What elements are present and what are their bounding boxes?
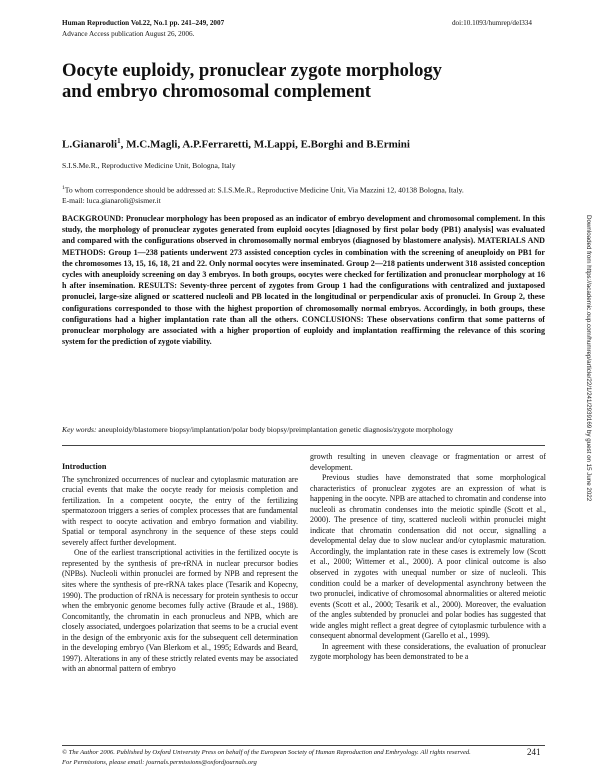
correspondence-address: To whom correspondence should be addressed at: S.I.S.Me.R., Reproductive Medicine Unit, Via Mazzini 12, 40138 Bologna, Italy. (64, 185, 464, 195)
paragraph: growth resulting in uneven cleavage or fragmentation or arrest of development. (310, 452, 546, 472)
title-line-1: Oocyte euploidy, pronuclear zygote morphology (62, 60, 442, 81)
title-line-2: and embryo chromosomal complement (62, 81, 372, 102)
paragraph: One of the earliest transcriptional activities in the fertilized oocyte is represented by the synthesis of pre-rRNA in nuclear precursor bodies (NPBs). Nucleoli within pronuclei are formed by NPB and represent the sites where the synthesis of pre-rRNA takes place (Tesarik and Kopecny, 1990). The production of rRNA is necessary for protein synthesis to occur when the embryonic genome becomes fully active (Braude et al., 1988). Concomitantly, the chromatin in each pronucleus and NPB, which are closely associated, undergoes polarization that seems to be a crucial event in the design of the embryonic axis for the subsequent cell determination in the developing embryo (Van Blerkom et al., 1995; Edwards and Beard, 1997). Alterations in any of these strictly related events may be associated with an abnormal pattern of embryo (62, 548, 298, 674)
keywords-label: Key words: (62, 425, 97, 434)
keywords-list: aneuploidy/blastomere biopsy/implantation/polar body biopsy/preimplantation genetic diagnosis/zygote morphology (96, 425, 454, 434)
download-watermark (583, 215, 595, 635)
doi-link[interactable]: doi:10.1093/humrep/del334 (451, 19, 532, 27)
permissions-notice: For Permissions, please email: journals.permissions@oxfordjournals.org (62, 759, 257, 766)
author-list (62, 137, 410, 151)
affiliation: S.I.S.Me.R., Reproductive Medicine Unit, Bologna, Italy (62, 161, 236, 170)
advance-access-note: Advance Access publication August 26, 2006. (62, 30, 195, 38)
correspondence-email: E-mail: luca.gianaroli@sismer.it (62, 196, 161, 206)
journal-citation: Human Reproduction Vol.22, No.1 pp. 241–249, 2007 (62, 19, 225, 27)
page-number: 241 (527, 747, 541, 757)
download-watermark-text: Downloaded from https://academic.oup.com/humrep/article/22/1/241/2939169 by guest on 15 June 2022 (585, 215, 592, 502)
section-divider (62, 445, 545, 446)
introduction-heading: Introduction (62, 462, 107, 471)
copyright-notice: © The Author 2006. Published by Oxford University Press on behalf of the European Society of Human Reproduction and Embryology. All rights reserved. (62, 749, 471, 756)
keywords (62, 425, 545, 434)
paragraph: In agreement with these considerations, the evaluation of pronuclear zygote morphology has been demonstrated to be a (310, 641, 546, 662)
paragraph: The synchronized occurrences of nuclear and cytoplasmic maturation are crucial events that make the oocyte ready for meiosis completion and fertilization. In a competent oocyte, the entry of the fertilizing spermatozoon triggers a series of complex processes that are fundamental with respect to oocyte activation and embryo formation and viability. Spatial or temporal asynchrony in the sequence of these steps could severely affect further development. (62, 474, 298, 547)
right-column (310, 452, 546, 663)
article-title (62, 60, 532, 102)
correspondence-mark: 1 (62, 185, 65, 191)
left-column (62, 462, 298, 675)
first-author-footnote-mark: 1 (117, 137, 121, 145)
abstract: BACKGROUND: Pronuclear morphology has been proposed as an indicator of embryo development and chromosomal complement. In this study, the morphology of pronuclear zygotes generated from euploid oocytes [diagnosed by first polar body (PB1) analysis] was evaluated and compared with the configurations observed in chromosomally normal embryos (diagnosed by blastomere analysis). MATERIALS AND METHODS: Group 1—238 patients underwent 273 assisted conception cycles in combination with the screening of aneuploidy on PB1 for the chromosomes 13, 15, 16, 18, 21 and 22. Only normal oocytes were inseminated. Group 2—218 patients underwent 318 assisted conception cycles with aneuploidy screening on day 3 embryos. In both groups, oocytes were checked for fertilization and pronuclear morphology at 16 h after insemination. RESULTS: Seventy-three percent of zygotes from Group 1 had the configurations with centralized and juxtaposed pronuclei, large-size aligned or scattered nucleoli and PB located in the longitudinal or perpendicular axis of pronuclei. In Group 2, these configurations corresponded to those with the highest proportion of chromosomally normal embryos. Accordingly, in both groups, these configurations had a higher implantation rate than all the others. CONCLUSIONS: These observations confirm that some patterns of pronuclear morphology are associated with a higher proportion of euploidy and implantation reaffirming the relevance of this scoring system for the prediction of zygote viability. (62, 214, 545, 347)
footer-divider (62, 745, 545, 746)
paragraph: Previous studies have demonstrated that some morphological characteristics of pronuclear zygotes are an expression of what is happening in the oocyte. NPB are attached to chromatin and condense into nucleoli as chromatin condenses into the meiotic spindle (Scott et al., 2000). The presence of tiny, scattered nucleoli within pronuclei might indicate that chromatin condensation did not occur, signalling a developmental delay due to slow nuclear and/or cytoplasmic maturation. Accordingly, the implantation rate in these cases is extremely low (Scott et al., 2000; Wittemer et al., 2000). A poor clinical outcome is also observed in zygotes with unequal number or size of nucleoli. This condition could be a marker of developmental asynchrony between the two pronuclei, indicative of chromosomal abnormalities or altered meiotic events (Scott et al., 2000; Tesarik et al., 2000). Moreover, the evaluation of the angles subtended by pronuclei and polar bodies has suggested that wide angles might reflect a great degree of cytoplasmic turbulence with a consequent abnormal development (Garello et al., 1999). (310, 473, 546, 641)
first-author: L.Gianaroli (62, 138, 118, 151)
correspondence (62, 183, 562, 207)
other-authors: , M.C.Magli, A.P.Ferraretti, M.Lappi, E.Borghi and B.Ermini (120, 138, 410, 151)
